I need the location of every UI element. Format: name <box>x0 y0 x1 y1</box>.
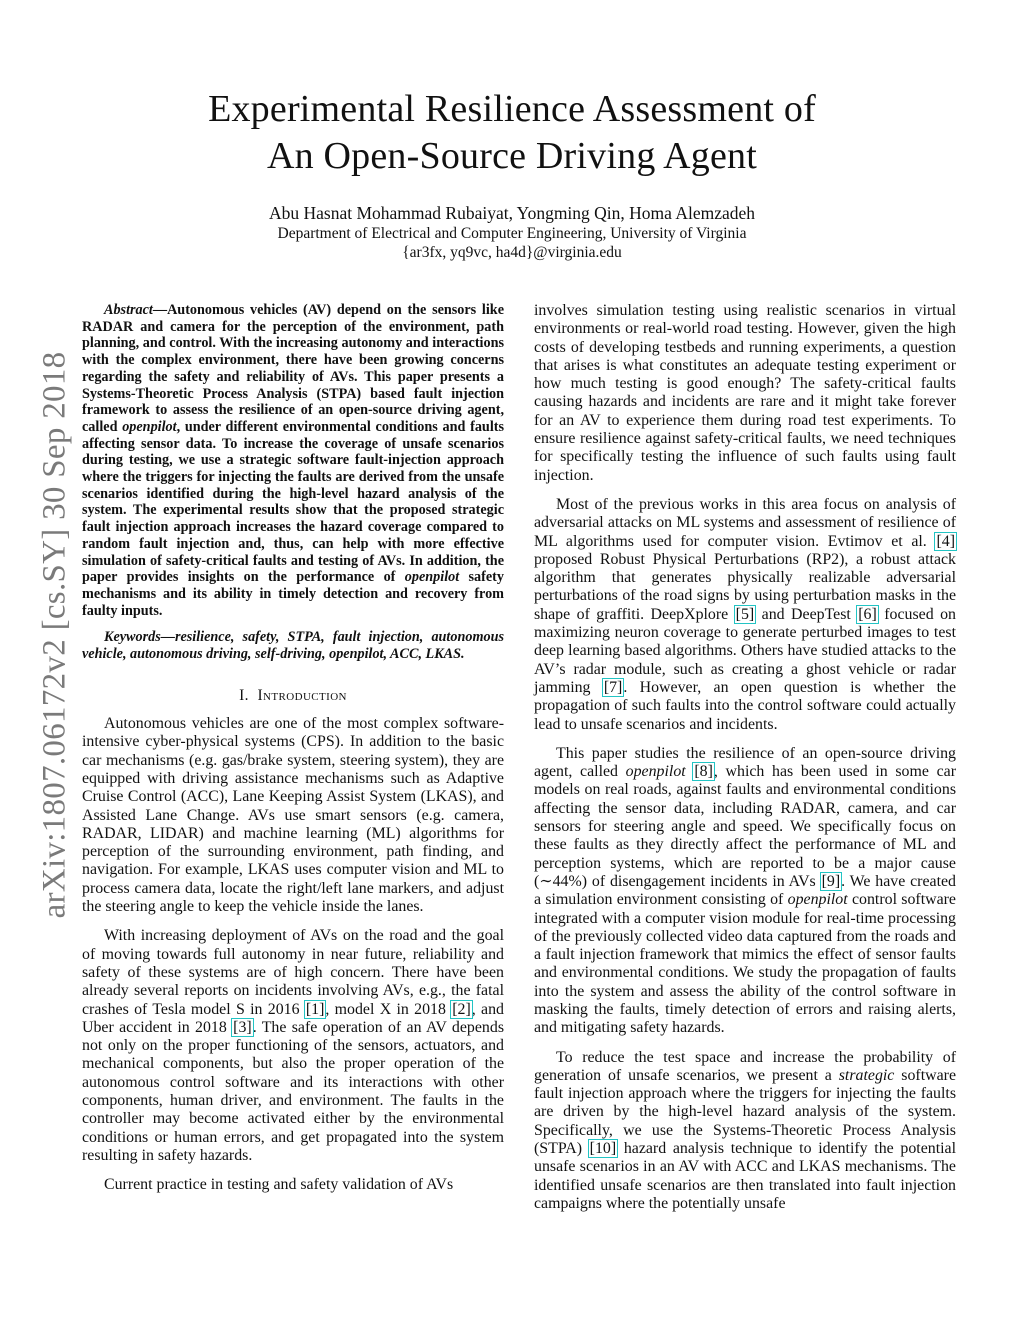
citation-link[interactable]: [3] <box>233 1018 252 1036</box>
right-paragraph-4: To reduce the test space and increase the probability of generation of unsafe scenarios, we present a strategic software fault injection approach where the triggers for injecting the faults are driven by the high-level hazard analysis of the system. Specifically, we use the Systems-Theoretic Process Analysis (STPA) [10] hazard analysis technique to identify the potential unsafe scenarios in an AV with ACC and LKAS mechanisms. The identified unsafe scenarios are then translated into fault injection campaigns where the potentially unsafe <box>534 1048 956 1212</box>
intro-paragraph-3: Current practice in testing and safety validation of AVs <box>104 1176 454 1194</box>
abstract-label: Abstract <box>104 302 153 318</box>
citation-link[interactable]: [1] <box>305 1000 325 1018</box>
citation-link[interactable]: [5] <box>735 605 755 623</box>
affiliation: Department of Electrical and Computer Engineering, University of Virginia <box>277 225 747 242</box>
abstract: Abstract—Autonomous vehicles (AV) depend on the sensors like RADAR and camera for the perception of the environment, path planning, and control. With the increasing autonomy and interactions with the complex environment, there have been growing concerns regarding the safety and reliability of AVs. This paper presents a Systems-Theoretic Process Analysis (STPA) based fault injection framework to assess the resilience of an open-source driving agent, called openpilot, under different environmental conditions and faults affecting sensor data. To increase the coverage of unsafe scenarios during testing, we use a strategic software fault-injection approach where the triggers for injecting the faults are derived from the unsafe scenarios identified during the high-level hazard analysis of the system. The experimental results show that the proposed strategic fault injection approach increases the hazard coverage compared to random fault injection and, thus, can help with more effective simulation of safety-critical faults and testing of AVs. In addition, the paper provides insights on the performance of openpilot safety mechanisms and its ability in timely detection and recovery from faulty inputs. <box>82 302 505 619</box>
left-column <box>82 302 504 1205</box>
title-line-1: Experimental Resilience Assessment of <box>208 88 816 130</box>
citation-link[interactable]: [4] <box>936 532 955 550</box>
citation-link[interactable]: [7] <box>603 678 623 696</box>
title-line-2: An Open-Source Driving Agent <box>266 135 757 177</box>
citation-link[interactable]: [10] <box>589 1140 617 1158</box>
keywords-label: Keywords <box>104 629 161 646</box>
section-heading-introduction: I. Introduction <box>239 686 347 704</box>
right-paragraph-3: This paper studies the resilience of an open-source driving agent, called openpilot [8], which has been used in some car models on real roads, against faults and environmental conditions affecting the sensor data, including RADAR, camera, and car sensors for steering angle and speed. We specifically focus on these faults as they directly affect the performance of ML and perception systems, which are reported to be a major cause (∼44%) of disengagement incidents in AVs [9]. We have created a simulation environment consisting of openpilot control software integrated with a computer vision module for real-time processing of the previously collected video data captured from the roads and a fault injection framework that mimics the effect of sensor faults and environmental conditions. We study the propagation of faults into the system and assess the ability of the control software in masking the faults, timely detection of errors and raising alerts, and mitigating safety hazards. <box>534 744 956 1037</box>
right-paragraph-2: Most of the previous works in this area focus on analysis of adversarial attacks on ML systems and assessment of resilience of ML algorithms used for computer vision. Evtimov et al. [4] proposed Robust Physical Perturbations (RP2), a robust attack algorithm that generates physically realizable adversarial perturbations of the road signs by using perturbation masks in the shape of graffiti. DeepXplore [5] and DeepTest [6] focused on maximizing neuron coverage to generate perturbed images to test deep learning based algorithms. Others have studied attacks to the AV’s radar module, such as creating a ghost vehicle or radar jamming [7]. However, an open question is whether the propagation of such faults into the control software could actually lead to unsafe scenarios and incidents. <box>534 495 956 733</box>
author-list: Abu Hasnat Mohammad Rubaiyat, Yongming Qin, Homa Alemzadeh <box>268 203 756 223</box>
intro-paragraph-1: Autonomous vehicles are one of the most complex software-intensive cyber-physical systems (CPS). In addition to the basic car mechanisms (e.g. gas/brake system, steering system), they are equipped with driving assistance mechanisms such as Adaptive Cruise Control (ACC), Lane Keeping Assist System (LKAS), and Assisted Lane Change. AVs use smart sensors (e.g. camera, RADAR, LIDAR) and machine learning (ML) algorithms for perception of the surrounding environment, path finding, and navigation. For example, LKAS uses computer vision and ML to process camera data, locate the right/left lane markers, and adjust the steering angle to keep the vehicle inside the lanes. <box>82 715 504 916</box>
right-paragraph-1: involves simulation testing using realistic scenarios in virtual environments or real-world road testing. However, given the high costs of developing testbeds and running experiments, a question that arises is what constitutes an adequate testing experiment or how much testing is good enough? The safety-critical faults causing hazards and incidents are rare and it might take forever for an AV to experience them during road test experiments. To ensure resilience against safety-critical faults, we need techniques for specifically testing the influence of such faults using fault injection. <box>534 302 956 484</box>
keywords: Keywords—resilience, safety, STPA, fault injection, autonomous vehicle, autonomous driving, self-driving, openpilot, ACC, LKAS. <box>82 629 504 663</box>
paper-title <box>0 86 1024 180</box>
citation-link[interactable]: [9] <box>821 872 841 890</box>
citation-link[interactable]: [6] <box>858 605 877 623</box>
author-emails: {ar3fx, yq9vc, ha4d}@virginia.edu <box>402 244 622 261</box>
right-column <box>534 302 956 1224</box>
citation-link[interactable]: [8] <box>694 763 713 781</box>
citation-link[interactable]: [2] <box>452 1000 471 1018</box>
intro-paragraph-2: With increasing deployment of AVs on the road and the goal of moving towards full autonomy in near future, reliability and safety of these systems are of high concern. There have been already several reports on incidents involving AVs, e.g., the fatal crashes of Tesla model S in 2016 [1], model X in 2018 [2], and Uber accident in 2018 [3]. The safe operation of an AV depends not only on the proper functioning of the sensors, actuators, and mechanical components, but also the proper operation of the autonomous control software and its interactions with other components, human driver, and environment. The faults in the controller may become activated either by the environmental conditions or human errors, and get propagated into the system resulting in safety hazards. <box>82 927 504 1164</box>
arxiv-identifier[interactable]: arXiv:1807.06172v2 [cs.SY] 30 Sep 2018 <box>36 351 73 919</box>
